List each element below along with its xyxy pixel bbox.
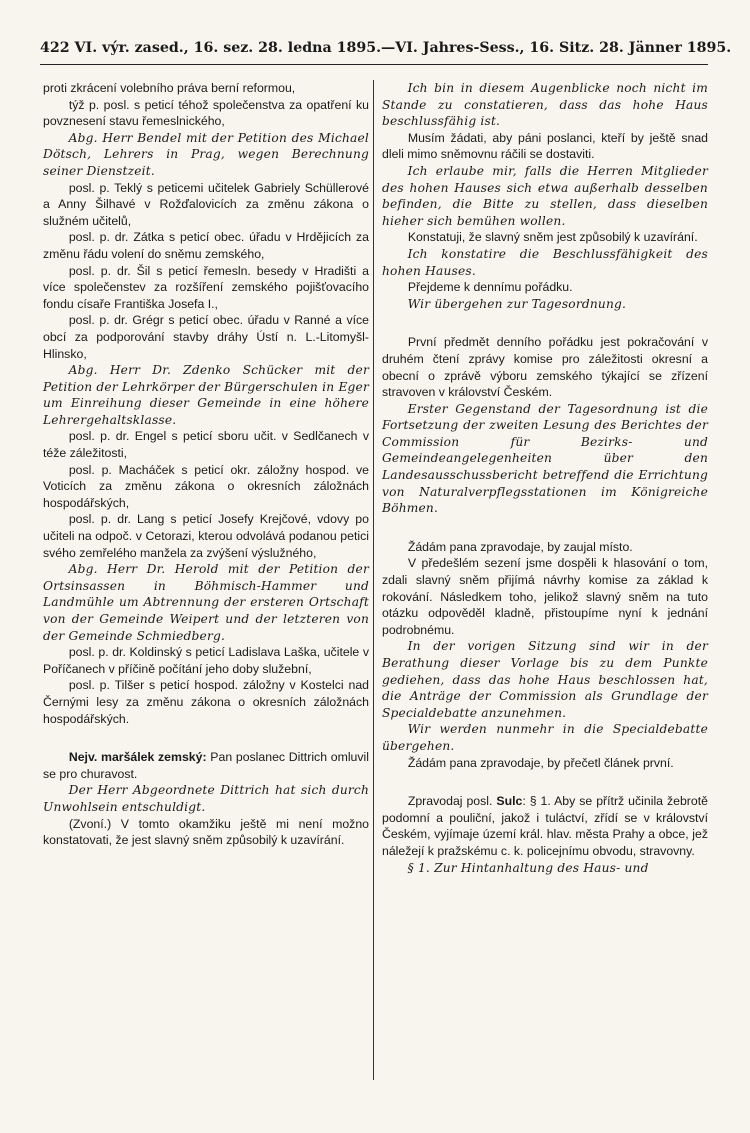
paragraph: Der Herr Abgeordnete Dittrich hat sich durch Unwohlsein entschuldigt. <box>43 783 369 814</box>
paragraph: posl. p. dr. Šil s peticí řemesln. besedy v Hradišti a více společenstev za rozšíření zemského pojišťovacího fondu císaře Františka Josefa I., <box>43 263 369 311</box>
paragraph: Abg. Herr Dr. Herold mit der Petition der Ortsinsassen in Böhmisch-Hammer und Landmühle um Abtrennung der ersteren Ortschaft von der Gemeinde Weipert und der letzteren von der Gemeinde Schmiedberg. <box>43 562 369 643</box>
paragraph: Ich bin in diesem Augenblicke noch nicht im Stande zu constatieren, dass das hohe Haus beschlussfähig ist. <box>382 81 708 129</box>
paragraph: Ich erlaube mir, falls die Herren Mitglieder des hohen Hauses sich etwa außerhalb desselben befinden, die Bitte zu stellen, dass dieselben hieher sich bemühen wollen. <box>382 163 708 228</box>
paragraph: posl. p. dr. Lang s peticí Josefy Krejčové, vdovy po učiteli na odpoč. v Cetorazi, kterou odvolává podanou petici svého zemřelého manžela za zvýšení výslužného, <box>43 512 369 560</box>
paragraph: Ich konstatire die Beschlussfähigkeit des hohen Hauses. <box>382 246 708 278</box>
paragraph: proti zkrácení volebního práva berní reformou, <box>43 81 296 95</box>
paragraph: Žádám pana zpravodaje, by přečetl článek první. <box>407 755 674 770</box>
paragraph: Erster Gegenstand der Tagesordnung ist die Fortsetzung der zweiten Lesung des Berichtes der Commission für Bezirks- und Gemeindeangelegenheiten über den Landesausschussbericht betreffend die Errichtung von Naturalverpflegsstationen im Königreiche Böhmen. <box>382 401 708 516</box>
paragraph: Zpravodaj posl. Sulc: § 1. Aby se přítrž učinila žebrotě podomní a pouliční, jakož i tuláctví, zřídí se v království Českém, vyjímaje území král. hlav. města Prahy a obce, jež náležejí k pražskému c. k. policejnímu obvodu, stravovny. <box>382 794 708 858</box>
left-column <box>43 80 369 849</box>
column-divider <box>373 80 374 1080</box>
paragraph: Wir übergehen zur Tagesordnung. <box>407 296 627 311</box>
paragraph: Přejdeme k dennímu pořádku. <box>407 280 573 295</box>
paragraph: posl. p. dr. Grégr s peticí obec. úřadu v Ranné a více obcí za podporování stavby dráhy Ústí n. L.-Litomyšl-Hlinsko, <box>43 313 369 361</box>
paragraph: týž p. posl. s peticí téhož společenstva za opatření ku povznesení stavu řemeslnického, <box>43 97 369 129</box>
paragraph: Abg. Herr Dr. Zdenko Schücker mit der Petition der Lehrkörper der Bürgerschulen in Eger um Einreihung dieser Gemeinde in eine höhere Lehrergehaltsklasse. <box>43 363 369 427</box>
page-header <box>40 40 732 56</box>
paragraph: In der vorigen Sitzung sind wir in der Berathung dieser Vorlage bis zu dem Punkte gediehen, dass das hohe Haus beschlossen hat, die Anträge der Commission als Grundlage der Specialdebatte anzunehmen. <box>382 639 708 720</box>
header-dash: — <box>381 40 396 56</box>
paragraph: Abg. Herr Bendel mit der Petition des Michael Dötsch, Lehrers in Prag, wegen Berechnung seiner Dienstzeit. <box>43 130 369 178</box>
paragraph: V předešlém sezení jsme dospěli k hlasování o tom, zdali slavný sněm přijímá návrhy komise za základ k rokování. Následkem toho, jelikož slavný sněm na tuto otázku odpověděl kladně, přistoupíme nyní k jednání podrobnému. <box>382 556 708 637</box>
speaker-name: Sulc <box>496 794 523 809</box>
paragraph: Musím žádati, aby páni poslanci, kteří by ještě snad dleli mimo sněmovnu ráčili se dostaviti. <box>382 130 708 162</box>
paragraph: posl. p. Tilšer s peticí hospod. záložny v Kostelci nad Černými lesy za změnu zákona o okresních záložnách hospodářských. <box>43 678 369 726</box>
paragraph: Konstatuji, že slavný sněm jest způsobilý k uzavírání. <box>407 230 698 245</box>
paragraph: § 1. Zur Hintanhaltung des Haus- und <box>407 860 649 875</box>
paragraph: (Zvoní.) V tomto okamžiku ještě mi není možno konstatovati, že jest slavný sněm způsobilý k uzavírání. <box>43 816 369 848</box>
paragraph: posl. p. Teklý s peticemi učitelek Gabriely Schüllerové a Anny Šilhavé v Rožďalovicích za změnu zákona o služném učitelů, <box>43 180 369 228</box>
header-rule <box>40 64 708 65</box>
paragraph: posl. p. dr. Koldinský s peticí Ladislava Laška, učitele v Poříčanech v příčině počítání jeho doby služební, <box>43 645 369 676</box>
paragraph: První předmět denního pořádku jest pokračování v druhém čtení zprávy komise pro záležitosti okresní a obecní o zprávě výboru zemského týkající se zřízení stravoven v království Českém. <box>382 335 708 400</box>
header-czech: 422 VI. výr. zased., 16. sez. 28. ledna 1895. <box>40 40 382 56</box>
paragraph: posl. p. dr. Engel s peticí sboru učit. v Sedlčanech v téže záležitosti, <box>43 429 369 461</box>
paragraph: Žádám pana zpravodaje, by zaujal místo. <box>407 539 633 554</box>
paragraph: posl. p. dr. Zátka s peticí obec. úřadu v Hrdějicích za změnu řádu volení do sněmu zemského, <box>43 230 369 261</box>
paragraph: Nejv. maršálek zemský: Pan poslanec Dittrich omluvil se pro churavost. <box>43 750 369 781</box>
header-german: VI. Jahres-Sess., 16. Sitz. 28. Jänner 1895. <box>395 40 732 56</box>
paragraph: Wir werden nunmehr in die Specialdebatte übergehen. <box>382 722 708 753</box>
paragraph: posl. p. Macháček s peticí okr. záložny hospod. ve Voticích za změnu zákona o okresních záložnách hospodářských, <box>43 462 369 510</box>
right-column <box>382 80 708 876</box>
speaker-name: Nejv. maršálek zemský: <box>68 750 207 765</box>
